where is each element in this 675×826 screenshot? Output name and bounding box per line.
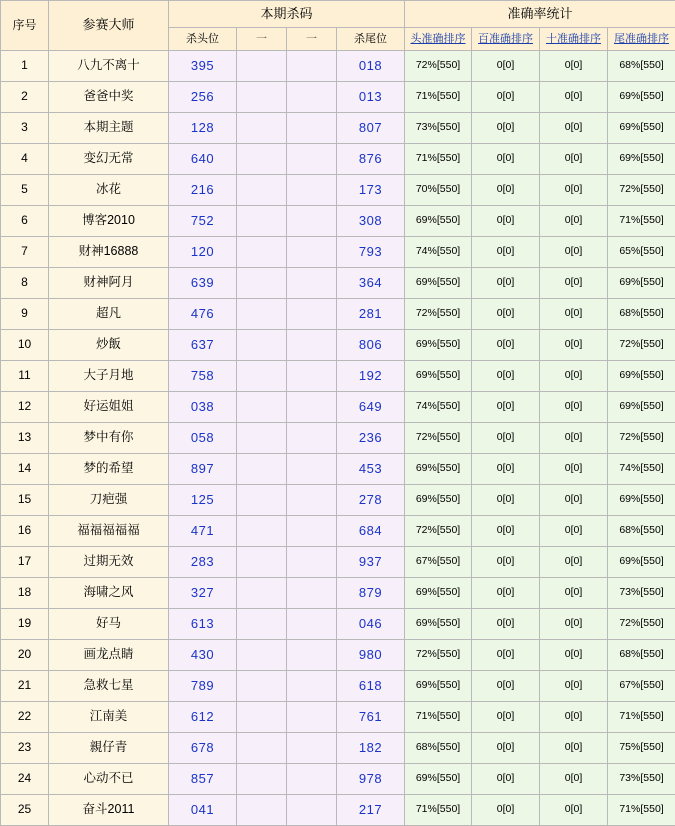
row-master-name[interactable]: 奋斗2011	[49, 795, 169, 826]
row-kill-tail: 876	[337, 144, 405, 175]
row-hundred-rank: 0[0]	[472, 237, 540, 268]
table-row	[1, 175, 675, 206]
row-ten-rank: 0[0]	[540, 454, 608, 485]
row-master-name[interactable]: 画龙点睛	[49, 640, 169, 671]
row-ten-rank: 0[0]	[540, 299, 608, 330]
row-hundred-rank: 0[0]	[472, 516, 540, 547]
row-kill-tail: 018	[337, 51, 405, 82]
row-kill-head: 476	[169, 299, 237, 330]
row-kill-head: 327	[169, 578, 237, 609]
row-index: 2	[1, 82, 49, 113]
header-kill-tail: 杀尾位	[337, 28, 405, 51]
row-hundred-rank: 0[0]	[472, 547, 540, 578]
table-row	[1, 578, 675, 609]
row-tail-rank: 68%[550]	[608, 640, 675, 671]
row-hundred-rank: 0[0]	[472, 671, 540, 702]
header-stat-group: 准确率统计	[405, 1, 675, 28]
table-row	[1, 640, 675, 671]
row-hundred-rank: 0[0]	[472, 795, 540, 826]
row-index: 21	[1, 671, 49, 702]
row-head-rank: 71%[550]	[405, 144, 472, 175]
row-kill-head: 640	[169, 144, 237, 175]
row-master-name[interactable]: 好马	[49, 609, 169, 640]
row-master-name[interactable]: 八九不离十	[49, 51, 169, 82]
row-kill-tail: 761	[337, 702, 405, 733]
header-hundred-rank-link[interactable]: 百准确排序	[472, 28, 540, 51]
row-head-rank: 69%[550]	[405, 361, 472, 392]
row-master-name[interactable]: 博客2010	[49, 206, 169, 237]
row-ten-rank: 0[0]	[540, 702, 608, 733]
row-hundred-rank: 0[0]	[472, 454, 540, 485]
row-head-rank: 69%[550]	[405, 268, 472, 299]
row-master-name[interactable]: 超凡	[49, 299, 169, 330]
row-head-rank: 69%[550]	[405, 671, 472, 702]
row-index: 17	[1, 547, 49, 578]
row-master-name[interactable]: 冰花	[49, 175, 169, 206]
row-index: 4	[1, 144, 49, 175]
row-master-name[interactable]: 梦的希望	[49, 454, 169, 485]
table-row	[1, 206, 675, 237]
row-master-name[interactable]: 好运姐姐	[49, 392, 169, 423]
row-blank-1	[237, 237, 287, 268]
table-row	[1, 485, 675, 516]
row-master-name[interactable]: 财神16888	[49, 237, 169, 268]
row-blank-2	[287, 547, 337, 578]
table-row	[1, 764, 675, 795]
row-index: 10	[1, 330, 49, 361]
row-tail-rank: 68%[550]	[608, 516, 675, 547]
row-ten-rank: 0[0]	[540, 640, 608, 671]
row-blank-1	[237, 485, 287, 516]
row-blank-2	[287, 144, 337, 175]
row-kill-head: 256	[169, 82, 237, 113]
row-tail-rank: 69%[550]	[608, 144, 675, 175]
row-tail-rank: 68%[550]	[608, 51, 675, 82]
row-blank-1	[237, 113, 287, 144]
row-hundred-rank: 0[0]	[472, 733, 540, 764]
row-kill-head: 612	[169, 702, 237, 733]
row-hundred-rank: 0[0]	[472, 82, 540, 113]
row-kill-head: 128	[169, 113, 237, 144]
row-head-rank: 74%[550]	[405, 392, 472, 423]
row-head-rank: 69%[550]	[405, 764, 472, 795]
row-blank-1	[237, 330, 287, 361]
row-blank-2	[287, 609, 337, 640]
row-kill-tail: 618	[337, 671, 405, 702]
table-row	[1, 299, 675, 330]
row-blank-1	[237, 51, 287, 82]
table-row	[1, 609, 675, 640]
row-kill-head: 471	[169, 516, 237, 547]
row-head-rank: 69%[550]	[405, 206, 472, 237]
row-kill-head: 125	[169, 485, 237, 516]
row-kill-head: 857	[169, 764, 237, 795]
row-hundred-rank: 0[0]	[472, 299, 540, 330]
row-blank-1	[237, 144, 287, 175]
row-tail-rank: 69%[550]	[608, 361, 675, 392]
row-kill-tail: 046	[337, 609, 405, 640]
row-kill-tail: 364	[337, 268, 405, 299]
row-ten-rank: 0[0]	[540, 609, 608, 640]
row-kill-head: 789	[169, 671, 237, 702]
row-head-rank: 69%[550]	[405, 454, 472, 485]
row-tail-rank: 69%[550]	[608, 547, 675, 578]
table-row	[1, 330, 675, 361]
header-row-top	[1, 1, 675, 28]
row-hundred-rank: 0[0]	[472, 51, 540, 82]
row-ten-rank: 0[0]	[540, 764, 608, 795]
table-row	[1, 361, 675, 392]
table-row	[1, 454, 675, 485]
row-blank-2	[287, 392, 337, 423]
row-index: 24	[1, 764, 49, 795]
table-row	[1, 547, 675, 578]
header-head-rank-link[interactable]: 头准确排序	[405, 28, 472, 51]
row-kill-tail: 980	[337, 640, 405, 671]
table-row	[1, 795, 675, 826]
row-blank-1	[237, 640, 287, 671]
row-ten-rank: 0[0]	[540, 144, 608, 175]
row-blank-2	[287, 330, 337, 361]
row-head-rank: 69%[550]	[405, 330, 472, 361]
row-blank-2	[287, 671, 337, 702]
row-blank-1	[237, 392, 287, 423]
row-tail-rank: 69%[550]	[608, 82, 675, 113]
row-kill-tail: 978	[337, 764, 405, 795]
row-ten-rank: 0[0]	[540, 361, 608, 392]
row-index: 13	[1, 423, 49, 454]
row-blank-2	[287, 175, 337, 206]
header-ten-rank-link[interactable]: 十准确排序	[540, 28, 608, 51]
row-hundred-rank: 0[0]	[472, 144, 540, 175]
row-kill-head: 639	[169, 268, 237, 299]
row-blank-1	[237, 671, 287, 702]
row-blank-1	[237, 299, 287, 330]
row-ten-rank: 0[0]	[540, 516, 608, 547]
row-ten-rank: 0[0]	[540, 268, 608, 299]
row-head-rank: 72%[550]	[405, 640, 472, 671]
row-index: 12	[1, 392, 49, 423]
row-blank-2	[287, 516, 337, 547]
row-kill-head: 038	[169, 392, 237, 423]
table-row	[1, 733, 675, 764]
row-blank-1	[237, 454, 287, 485]
row-blank-2	[287, 299, 337, 330]
row-hundred-rank: 0[0]	[472, 764, 540, 795]
row-head-rank: 69%[550]	[405, 578, 472, 609]
row-index: 16	[1, 516, 49, 547]
row-index: 5	[1, 175, 49, 206]
row-blank-1	[237, 795, 287, 826]
row-hundred-rank: 0[0]	[472, 702, 540, 733]
row-kill-tail: 173	[337, 175, 405, 206]
row-head-rank: 72%[550]	[405, 299, 472, 330]
row-head-rank: 71%[550]	[405, 82, 472, 113]
row-head-rank: 73%[550]	[405, 113, 472, 144]
table-row	[1, 113, 675, 144]
row-index: 15	[1, 485, 49, 516]
row-hundred-rank: 0[0]	[472, 485, 540, 516]
row-master-name[interactable]: 炒飯	[49, 330, 169, 361]
row-hundred-rank: 0[0]	[472, 175, 540, 206]
row-tail-rank: 68%[550]	[608, 299, 675, 330]
header-master: 参赛大师	[49, 1, 169, 51]
row-ten-rank: 0[0]	[540, 51, 608, 82]
header-kill-head: 杀头位	[169, 28, 237, 51]
row-blank-1	[237, 609, 287, 640]
row-index: 14	[1, 454, 49, 485]
row-index: 25	[1, 795, 49, 826]
row-blank-2	[287, 578, 337, 609]
table-row	[1, 392, 675, 423]
row-blank-2	[287, 206, 337, 237]
row-tail-rank: 69%[550]	[608, 268, 675, 299]
row-ten-rank: 0[0]	[540, 547, 608, 578]
row-master-name[interactable]: 变幻无常	[49, 144, 169, 175]
row-tail-rank: 71%[550]	[608, 795, 675, 826]
row-hundred-rank: 0[0]	[472, 640, 540, 671]
row-blank-2	[287, 51, 337, 82]
table-header	[1, 1, 675, 51]
row-blank-2	[287, 733, 337, 764]
row-index: 20	[1, 640, 49, 671]
row-tail-rank: 71%[550]	[608, 702, 675, 733]
row-kill-tail: 192	[337, 361, 405, 392]
table-row	[1, 423, 675, 454]
table-row	[1, 671, 675, 702]
row-head-rank: 70%[550]	[405, 175, 472, 206]
row-hundred-rank: 0[0]	[472, 578, 540, 609]
table-row	[1, 516, 675, 547]
row-master-name[interactable]: 刀疤强	[49, 485, 169, 516]
row-ten-rank: 0[0]	[540, 578, 608, 609]
row-blank-2	[287, 113, 337, 144]
row-tail-rank: 67%[550]	[608, 671, 675, 702]
row-blank-2	[287, 268, 337, 299]
row-tail-rank: 69%[550]	[608, 485, 675, 516]
row-ten-rank: 0[0]	[540, 330, 608, 361]
row-kill-head: 678	[169, 733, 237, 764]
row-index: 1	[1, 51, 49, 82]
row-kill-head: 430	[169, 640, 237, 671]
row-master-name[interactable]: 大子月地	[49, 361, 169, 392]
row-index: 3	[1, 113, 49, 144]
row-master-name[interactable]: 江南美	[49, 702, 169, 733]
row-kill-tail: 793	[337, 237, 405, 268]
row-hundred-rank: 0[0]	[472, 268, 540, 299]
table-row	[1, 268, 675, 299]
row-ten-rank: 0[0]	[540, 206, 608, 237]
row-tail-rank: 69%[550]	[608, 113, 675, 144]
row-index: 6	[1, 206, 49, 237]
row-kill-head: 897	[169, 454, 237, 485]
row-master-name[interactable]: 过期无效	[49, 547, 169, 578]
row-kill-tail: 281	[337, 299, 405, 330]
header-index: 序号	[1, 1, 49, 51]
row-kill-tail: 879	[337, 578, 405, 609]
row-index: 19	[1, 609, 49, 640]
row-ten-rank: 0[0]	[540, 733, 608, 764]
row-kill-tail: 182	[337, 733, 405, 764]
row-head-rank: 71%[550]	[405, 702, 472, 733]
row-master-name[interactable]: 急救七星	[49, 671, 169, 702]
row-head-rank: 67%[550]	[405, 547, 472, 578]
row-blank-1	[237, 578, 287, 609]
row-kill-tail: 649	[337, 392, 405, 423]
row-tail-rank: 65%[550]	[608, 237, 675, 268]
row-kill-head: 637	[169, 330, 237, 361]
row-kill-head: 058	[169, 423, 237, 454]
row-kill-head: 216	[169, 175, 237, 206]
row-head-rank: 69%[550]	[405, 609, 472, 640]
row-tail-rank: 71%[550]	[608, 206, 675, 237]
row-head-rank: 72%[550]	[405, 51, 472, 82]
row-head-rank: 72%[550]	[405, 516, 472, 547]
row-tail-rank: 69%[550]	[608, 392, 675, 423]
row-kill-tail: 013	[337, 82, 405, 113]
row-master-name[interactable]: 本期主题	[49, 113, 169, 144]
row-blank-1	[237, 516, 287, 547]
row-tail-rank: 72%[550]	[608, 175, 675, 206]
row-kill-head: 613	[169, 609, 237, 640]
row-kill-head: 041	[169, 795, 237, 826]
table-row	[1, 237, 675, 268]
table-row	[1, 144, 675, 175]
row-index: 8	[1, 268, 49, 299]
row-master-name[interactable]: 海啸之风	[49, 578, 169, 609]
row-tail-rank: 73%[550]	[608, 578, 675, 609]
row-index: 23	[1, 733, 49, 764]
row-ten-rank: 0[0]	[540, 175, 608, 206]
row-blank-2	[287, 237, 337, 268]
row-hundred-rank: 0[0]	[472, 330, 540, 361]
row-head-rank: 68%[550]	[405, 733, 472, 764]
table-row	[1, 702, 675, 733]
row-ten-rank: 0[0]	[540, 82, 608, 113]
row-head-rank: 69%[550]	[405, 485, 472, 516]
row-master-name[interactable]: 親仔青	[49, 733, 169, 764]
row-ten-rank: 0[0]	[540, 392, 608, 423]
row-head-rank: 74%[550]	[405, 237, 472, 268]
row-blank-2	[287, 82, 337, 113]
row-blank-1	[237, 764, 287, 795]
row-kill-tail: 806	[337, 330, 405, 361]
row-kill-head: 395	[169, 51, 237, 82]
row-blank-1	[237, 82, 287, 113]
row-kill-tail: 236	[337, 423, 405, 454]
row-hundred-rank: 0[0]	[472, 609, 540, 640]
row-kill-head: 120	[169, 237, 237, 268]
row-tail-rank: 72%[550]	[608, 423, 675, 454]
row-blank-1	[237, 206, 287, 237]
row-master-name[interactable]: 梦中有你	[49, 423, 169, 454]
row-blank-1	[237, 733, 287, 764]
row-blank-1	[237, 361, 287, 392]
row-blank-1	[237, 268, 287, 299]
table-row	[1, 82, 675, 113]
row-blank-2	[287, 423, 337, 454]
row-kill-head: 283	[169, 547, 237, 578]
row-kill-tail: 937	[337, 547, 405, 578]
row-ten-rank: 0[0]	[540, 113, 608, 144]
row-hundred-rank: 0[0]	[472, 113, 540, 144]
row-master-name[interactable]: 福福福福福	[49, 516, 169, 547]
row-index: 22	[1, 702, 49, 733]
row-kill-tail: 807	[337, 113, 405, 144]
row-blank-2	[287, 702, 337, 733]
row-index: 18	[1, 578, 49, 609]
row-master-name[interactable]: 爸爸中奖	[49, 82, 169, 113]
row-kill-tail: 308	[337, 206, 405, 237]
row-hundred-rank: 0[0]	[472, 361, 540, 392]
row-blank-2	[287, 640, 337, 671]
row-blank-1	[237, 175, 287, 206]
table-body	[1, 51, 675, 826]
row-kill-tail: 217	[337, 795, 405, 826]
table-row	[1, 51, 675, 82]
row-blank-1	[237, 423, 287, 454]
header-kill-group: 本期杀码	[169, 1, 405, 28]
row-ten-rank: 0[0]	[540, 795, 608, 826]
row-master-name[interactable]: 财神阿月	[49, 268, 169, 299]
row-kill-tail: 453	[337, 454, 405, 485]
row-blank-1	[237, 702, 287, 733]
header-dash-1: 一	[237, 28, 287, 51]
row-ten-rank: 0[0]	[540, 485, 608, 516]
row-index: 7	[1, 237, 49, 268]
row-ten-rank: 0[0]	[540, 237, 608, 268]
row-kill-head: 752	[169, 206, 237, 237]
row-hundred-rank: 0[0]	[472, 206, 540, 237]
row-index: 11	[1, 361, 49, 392]
row-kill-head: 758	[169, 361, 237, 392]
row-hundred-rank: 0[0]	[472, 392, 540, 423]
header-dash-2: 一	[287, 28, 337, 51]
row-tail-rank: 72%[550]	[608, 330, 675, 361]
row-blank-2	[287, 361, 337, 392]
header-tail-rank-link[interactable]: 尾准确排序	[608, 28, 675, 51]
row-tail-rank: 74%[550]	[608, 454, 675, 485]
row-blank-2	[287, 764, 337, 795]
row-tail-rank: 72%[550]	[608, 609, 675, 640]
row-master-name[interactable]: 心动不已	[49, 764, 169, 795]
row-tail-rank: 73%[550]	[608, 764, 675, 795]
row-hundred-rank: 0[0]	[472, 423, 540, 454]
row-ten-rank: 0[0]	[540, 671, 608, 702]
row-blank-2	[287, 795, 337, 826]
row-kill-tail: 684	[337, 516, 405, 547]
row-blank-2	[287, 485, 337, 516]
row-head-rank: 71%[550]	[405, 795, 472, 826]
row-blank-1	[237, 547, 287, 578]
row-kill-tail: 278	[337, 485, 405, 516]
row-ten-rank: 0[0]	[540, 423, 608, 454]
row-blank-2	[287, 454, 337, 485]
row-index: 9	[1, 299, 49, 330]
row-tail-rank: 75%[550]	[608, 733, 675, 764]
row-head-rank: 72%[550]	[405, 423, 472, 454]
